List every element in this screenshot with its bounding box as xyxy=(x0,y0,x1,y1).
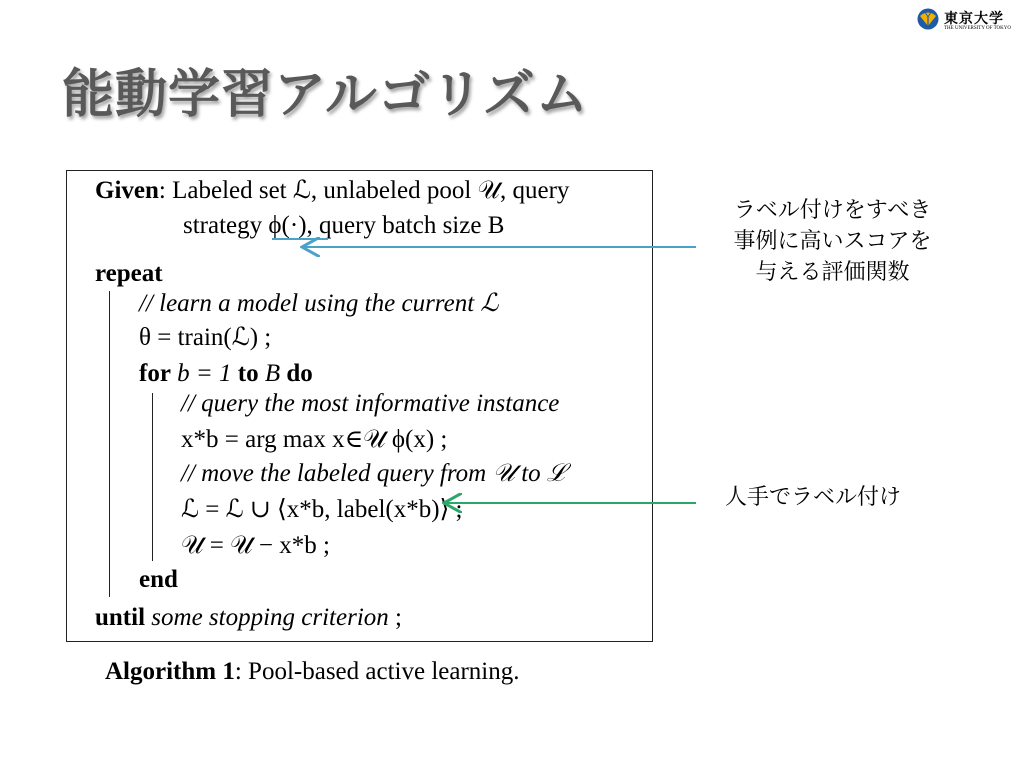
caption-label: Algorithm 1 xyxy=(105,658,235,685)
logo-name-en: THE UNIVERSITY OF TOKYO xyxy=(944,26,1011,31)
for-keyword: for xyxy=(139,360,171,387)
comment-learn: // learn a model using the current ℒ xyxy=(139,290,499,317)
for-range-end: B xyxy=(258,360,287,387)
annotation-line: 事例に高いスコアを xyxy=(733,229,932,254)
until-keyword: until xyxy=(95,604,146,631)
given-line-2: strategy ϕ(·), query batch size B xyxy=(183,212,505,239)
comment-move: // move the labeled query from 𝒰 to ℒ xyxy=(181,460,566,487)
until-text: some stopping criterion xyxy=(145,604,389,631)
to-keyword: to xyxy=(237,360,259,387)
for-range-start: b = 1 xyxy=(170,360,238,387)
end-keyword: end xyxy=(139,566,178,593)
train-line: θ = train(ℒ) ; xyxy=(139,324,272,351)
repeat-keyword: repeat xyxy=(95,260,163,287)
annotation-line: 与える評価関数 xyxy=(755,260,910,285)
slide-title: 能動学習アルゴリズム xyxy=(62,65,589,125)
do-keyword: do xyxy=(286,360,313,387)
update-unlabeled-line: 𝒰 = 𝒰 − x*b ; xyxy=(181,532,330,559)
argmax-line: x*b = arg max x∈𝒰 ϕ(x) ; xyxy=(181,426,448,453)
update-labeled-line: ℒ = ℒ ∪ ⟨x*b, label(x*b)⟩ ; xyxy=(181,496,463,523)
annotation-line: ラベル付けをすべき xyxy=(733,198,932,223)
logo-name-jp: 東京大学 xyxy=(944,11,1004,27)
comment-query: // query the most informative instance xyxy=(181,390,560,417)
given-text: : Labeled set ℒ, unlabeled pool 𝒰, query xyxy=(158,177,570,204)
labeling-annotation: 人手でラベル付け xyxy=(725,485,902,510)
until-end: ; xyxy=(388,604,402,631)
caption-text: : Pool-based active learning. xyxy=(234,658,520,685)
given-keyword: Given xyxy=(95,177,159,204)
